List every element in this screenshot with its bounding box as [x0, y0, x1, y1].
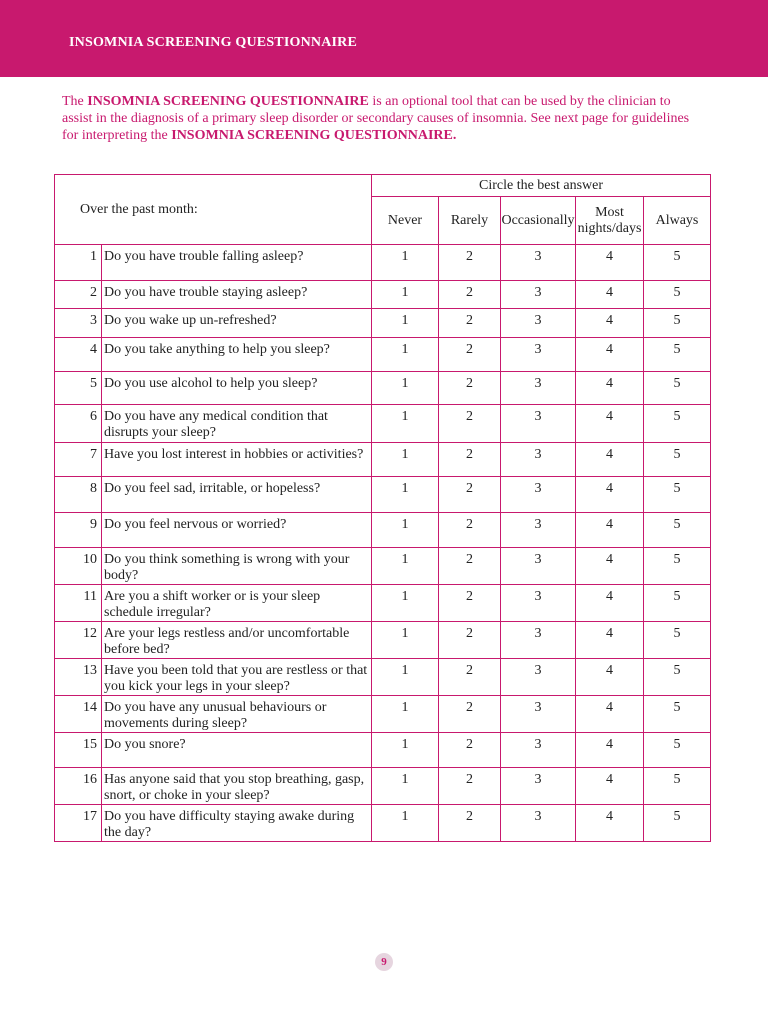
answer-option[interactable]: 4 [576, 805, 644, 842]
question-text: Do you wake up un-refreshed? [102, 309, 372, 338]
question-number: 6 [55, 405, 102, 443]
answer-option[interactable]: 3 [501, 338, 576, 372]
answer-option[interactable]: 2 [439, 513, 501, 548]
answer-option[interactable]: 1 [372, 585, 439, 622]
question-text: Has anyone said that you stop breathing, gasp, snort, or choke in your sleep? [102, 768, 372, 805]
column-header-never: Never [372, 197, 439, 245]
answer-option[interactable]: 4 [576, 281, 644, 309]
question-row [55, 548, 711, 585]
answer-option[interactable]: 4 [576, 405, 644, 443]
answer-option[interactable]: 3 [501, 548, 576, 585]
question-text: Do you think something is wrong with your body? [102, 548, 372, 585]
question-text: Are you a shift worker or is your sleep schedule irregular? [102, 585, 372, 622]
question-text: Do you use alcohol to help you sleep? [102, 372, 372, 405]
answer-option[interactable]: 1 [372, 477, 439, 513]
question-number: 3 [55, 309, 102, 338]
question-row [55, 696, 711, 733]
question-text: Do you take anything to help you sleep? [102, 338, 372, 372]
answer-option[interactable]: 3 [501, 622, 576, 659]
answer-option[interactable]: 3 [501, 513, 576, 548]
intro-bold-2: INSOMNIA SCREENING QUESTIONNAIRE. [171, 128, 457, 143]
answer-option[interactable]: 1 [372, 659, 439, 696]
question-row [55, 245, 711, 281]
answer-option[interactable]: 5 [644, 281, 711, 309]
question-row [55, 281, 711, 309]
answer-option[interactable]: 2 [439, 405, 501, 443]
answer-option[interactable]: 3 [501, 309, 576, 338]
answer-option[interactable]: 2 [439, 622, 501, 659]
question-number: 10 [55, 548, 102, 585]
answer-option[interactable]: 4 [576, 733, 644, 768]
answer-option[interactable]: 2 [439, 733, 501, 768]
question-text: Do you feel nervous or worried? [102, 513, 372, 548]
answer-option[interactable]: 3 [501, 372, 576, 405]
answer-option[interactable]: 4 [576, 585, 644, 622]
answer-option[interactable]: 2 [439, 659, 501, 696]
answer-option[interactable]: 2 [439, 768, 501, 805]
answer-option[interactable]: 5 [644, 768, 711, 805]
answer-option[interactable]: 4 [576, 622, 644, 659]
question-number: 2 [55, 281, 102, 309]
question-text: Have you lost interest in hobbies or activities? [102, 443, 372, 477]
question-row [55, 477, 711, 513]
answer-option[interactable]: 5 [644, 477, 711, 513]
question-row [55, 768, 711, 805]
answer-option[interactable]: 1 [372, 805, 439, 842]
question-number: 16 [55, 768, 102, 805]
column-header-most-nights: Most nights/days [576, 197, 644, 245]
answer-option[interactable]: 3 [501, 477, 576, 513]
answer-option[interactable]: 3 [501, 585, 576, 622]
question-number: 17 [55, 805, 102, 842]
answer-option[interactable]: 1 [372, 372, 439, 405]
questionnaire-table [54, 174, 711, 842]
answer-option[interactable]: 5 [644, 548, 711, 585]
column-header-occasionally: Occasionally [501, 197, 576, 245]
answer-option[interactable]: 1 [372, 768, 439, 805]
question-number: 13 [55, 659, 102, 696]
answer-option[interactable]: 2 [439, 696, 501, 733]
question-row [55, 405, 711, 443]
answer-option[interactable]: 1 [372, 405, 439, 443]
question-text: Do you have trouble staying asleep? [102, 281, 372, 309]
answer-option[interactable]: 5 [644, 309, 711, 338]
period-label: Over the past month: [55, 175, 372, 245]
answer-option[interactable]: 4 [576, 309, 644, 338]
question-number: 7 [55, 443, 102, 477]
intro-text-1: The [62, 94, 88, 109]
answer-option[interactable]: 3 [501, 405, 576, 443]
question-text: Do you have trouble falling asleep? [102, 245, 372, 281]
question-row [55, 585, 711, 622]
answer-option[interactable]: 2 [439, 585, 501, 622]
question-number: 4 [55, 338, 102, 372]
answer-option[interactable]: 4 [576, 696, 644, 733]
question-text: Have you been told that you are restless or that you kick your legs in your sleep? [102, 659, 372, 696]
question-text: Are your legs restless and/or uncomfortable before bed? [102, 622, 372, 659]
question-row [55, 622, 711, 659]
answer-option[interactable]: 3 [501, 443, 576, 477]
answer-option[interactable]: 4 [576, 548, 644, 585]
answer-option[interactable]: 2 [439, 805, 501, 842]
answer-option[interactable]: 4 [576, 477, 644, 513]
question-text: Do you feel sad, irritable, or hopeless? [102, 477, 372, 513]
answer-option[interactable]: 5 [644, 372, 711, 405]
answer-option[interactable]: 3 [501, 696, 576, 733]
answer-option[interactable]: 4 [576, 372, 644, 405]
answer-option[interactable]: 2 [439, 443, 501, 477]
question-text: Do you have difficulty staying awake during the day? [102, 805, 372, 842]
question-row [55, 513, 711, 548]
answer-option[interactable]: 3 [501, 733, 576, 768]
answer-option[interactable]: 5 [644, 696, 711, 733]
answer-option[interactable]: 2 [439, 548, 501, 585]
column-header-always: Always [644, 197, 711, 245]
answer-option[interactable]: 2 [439, 338, 501, 372]
answer-option[interactable]: 2 [439, 281, 501, 309]
answer-option[interactable]: 1 [372, 733, 439, 768]
answer-option[interactable]: 5 [644, 513, 711, 548]
answer-option[interactable]: 1 [372, 696, 439, 733]
column-header-rarely: Rarely [439, 197, 501, 245]
answer-option[interactable]: 4 [576, 768, 644, 805]
answer-option[interactable]: 3 [501, 805, 576, 842]
answer-option[interactable]: 5 [644, 659, 711, 696]
answer-option[interactable]: 5 [644, 338, 711, 372]
header-title: INSOMNIA SCREENING QUESTIONNAIRE [69, 35, 358, 50]
answer-option[interactable]: 1 [372, 513, 439, 548]
question-row [55, 443, 711, 477]
answer-option[interactable]: 1 [372, 245, 439, 281]
question-row [55, 733, 711, 768]
intro-text-2: is an optional tool that can be used by the clinician to assist in the diagnosis of a primary sleep disorder or secondary causes of insomnia. See next page for guidelines for interpreting the [62, 94, 690, 143]
answer-option[interactable]: 5 [644, 245, 711, 281]
answer-option[interactable]: 4 [576, 245, 644, 281]
answer-option[interactable]: 3 [501, 659, 576, 696]
answer-option[interactable]: 2 [439, 309, 501, 338]
answer-option[interactable]: 1 [372, 548, 439, 585]
instruction-label: Circle the best answer [372, 175, 711, 197]
question-text: Do you have any unusual behaviours or movements during sleep? [102, 696, 372, 733]
intro-bold-1: INSOMNIA SCREENING QUESTIONNAIRE [87, 94, 369, 109]
answer-option[interactable]: 5 [644, 405, 711, 443]
answer-option[interactable]: 1 [372, 622, 439, 659]
answer-option[interactable]: 2 [439, 372, 501, 405]
question-number: 14 [55, 696, 102, 733]
answer-option[interactable]: 3 [501, 245, 576, 281]
answer-option[interactable]: 5 [644, 622, 711, 659]
answer-option[interactable]: 4 [576, 513, 644, 548]
question-row [55, 309, 711, 338]
intro-paragraph [62, 93, 702, 144]
question-row [55, 338, 711, 372]
page-number: 9 [375, 953, 393, 971]
question-number: 11 [55, 585, 102, 622]
question-number: 5 [55, 372, 102, 405]
answer-option[interactable]: 3 [501, 768, 576, 805]
question-number: 8 [55, 477, 102, 513]
question-number: 12 [55, 622, 102, 659]
question-row [55, 372, 711, 405]
question-row [55, 805, 711, 842]
answer-option[interactable]: 2 [439, 477, 501, 513]
answer-option[interactable]: 1 [372, 338, 439, 372]
answer-option[interactable]: 5 [644, 805, 711, 842]
question-row [55, 659, 711, 696]
question-text: Do you snore? [102, 733, 372, 768]
answer-option[interactable]: 3 [501, 281, 576, 309]
question-number: 15 [55, 733, 102, 768]
answer-option[interactable]: 5 [644, 733, 711, 768]
header-banner [0, 0, 768, 77]
answer-option[interactable]: 1 [372, 443, 439, 477]
answer-option[interactable]: 1 [372, 281, 439, 309]
answer-option[interactable]: 1 [372, 309, 439, 338]
question-number: 1 [55, 245, 102, 281]
answer-option[interactable]: 4 [576, 659, 644, 696]
answer-option[interactable]: 4 [576, 443, 644, 477]
answer-option[interactable]: 5 [644, 443, 711, 477]
question-number: 9 [55, 513, 102, 548]
question-text: Do you have any medical condition that disrupts your sleep? [102, 405, 372, 443]
answer-option[interactable]: 5 [644, 585, 711, 622]
answer-option[interactable]: 4 [576, 338, 644, 372]
answer-option[interactable]: 2 [439, 245, 501, 281]
